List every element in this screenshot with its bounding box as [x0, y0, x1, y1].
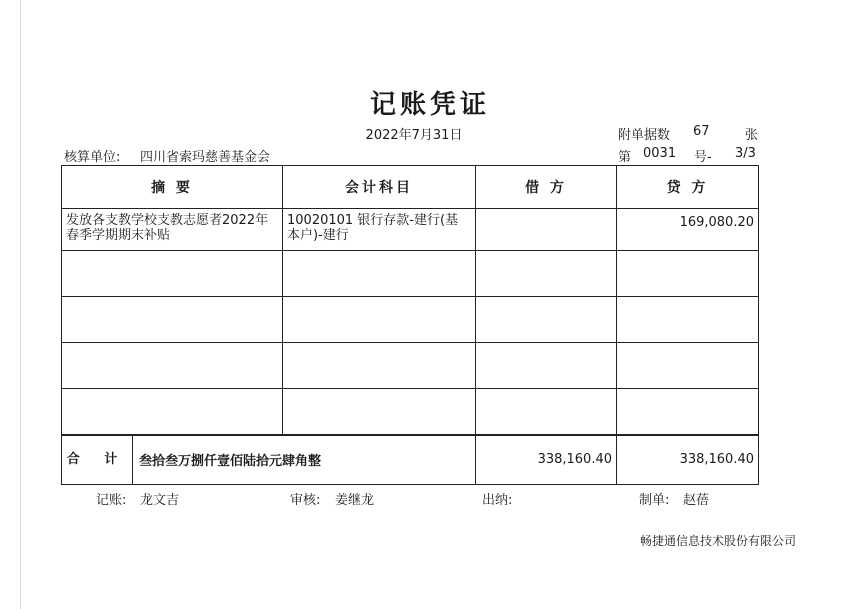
- row-account: [283, 389, 476, 435]
- row-credit: [617, 389, 759, 435]
- row-credit: 169,080.20: [617, 209, 759, 251]
- attachments-count: 67: [693, 124, 710, 139]
- unit-label: 核算单位:: [64, 150, 121, 165]
- row-credit: [617, 343, 759, 389]
- total-label: 合 计: [62, 436, 133, 484]
- row-summary: [62, 389, 283, 435]
- cashier-label: 出纳:: [482, 493, 513, 508]
- attachments-label: 附单据数: [618, 128, 671, 143]
- row-account: [283, 343, 476, 389]
- preparer-name: 赵蓓: [683, 493, 710, 508]
- row-debit: [476, 209, 617, 251]
- total-label-cell: [62, 435, 476, 485]
- reviewer-label: 审核:: [290, 493, 321, 508]
- total-debit: 338,160.40: [476, 435, 617, 485]
- voucher-table: [61, 165, 759, 485]
- header-account: 会计科目: [283, 166, 476, 209]
- table-row: [62, 297, 759, 343]
- voucher-page: 3/3: [735, 146, 756, 161]
- total-amount-in-words: 叁拾叁万捌仟壹佰陆拾元肆角整: [139, 454, 322, 470]
- table-row: [62, 209, 759, 251]
- row-credit: [617, 251, 759, 297]
- preparer-label: 制单:: [639, 493, 670, 508]
- table-row: [62, 389, 759, 435]
- row-summary: [62, 297, 283, 343]
- bookkeeper-label: 记账:: [96, 493, 127, 508]
- reviewer-name: 姜继龙: [335, 493, 375, 508]
- bookkeeper-name: 龙文吉: [140, 493, 180, 508]
- row-debit: [476, 251, 617, 297]
- table-row: [62, 251, 759, 297]
- table-row: [62, 343, 759, 389]
- unit-name: 四川省索玛慈善基金会: [140, 150, 271, 165]
- row-account: 10020101 银行存款-建行(基本户)-建行: [283, 209, 476, 251]
- row-summary: [62, 343, 283, 389]
- row-debit: [476, 343, 617, 389]
- header-credit: 贷 方: [617, 166, 759, 209]
- voucher-no-prefix: 第: [618, 150, 632, 165]
- row-debit: [476, 297, 617, 343]
- software-company: 畅捷通信息技术股份有限公司: [639, 534, 796, 548]
- header-debit: 借 方: [476, 166, 617, 209]
- row-credit: [617, 297, 759, 343]
- voucher-date: 2022年7月31日: [365, 128, 463, 143]
- row-account: [283, 251, 476, 297]
- table-header-row: [62, 166, 759, 209]
- voucher-title: 记账凭证: [369, 90, 490, 120]
- voucher-no-number: 0031: [643, 146, 677, 161]
- total-row: [62, 435, 759, 485]
- row-summary: [62, 251, 283, 297]
- total-credit: 338,160.40: [617, 435, 759, 485]
- header-summary: 摘 要: [62, 166, 283, 209]
- row-debit: [476, 389, 617, 435]
- voucher-no-suffix: 号-: [694, 150, 712, 165]
- row-summary: 发放各支教学校支教志愿者2022年春季学期期末补贴: [62, 209, 283, 251]
- row-account: [283, 297, 476, 343]
- attachments-unit: 张: [745, 128, 759, 143]
